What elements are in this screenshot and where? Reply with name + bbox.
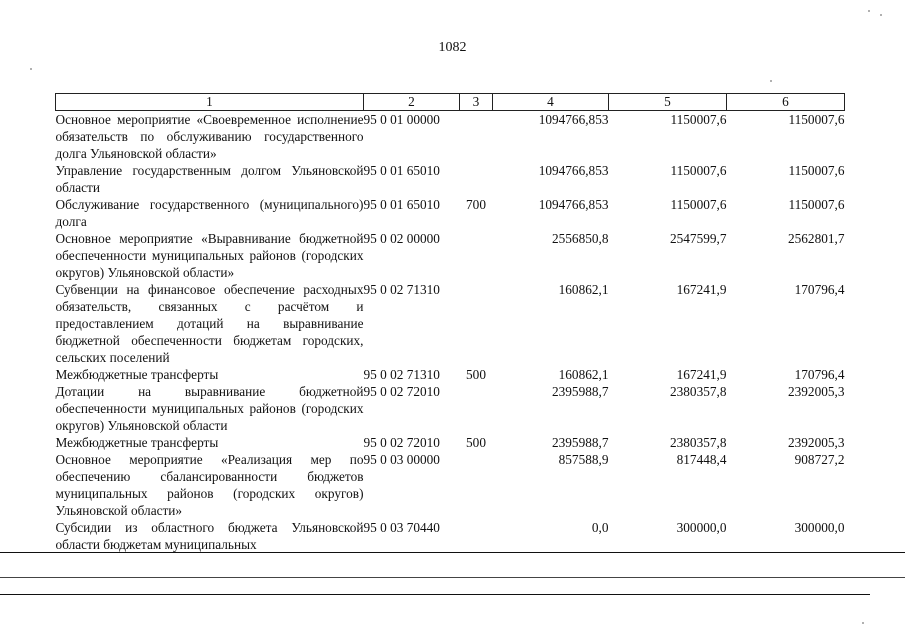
row-name: Межбюджетные трансферты — [55, 435, 219, 450]
row-value-2: 300000,0 — [676, 520, 727, 535]
scan-cut-line — [0, 594, 870, 595]
row-value-2: 2380357,8 — [669, 384, 727, 399]
row-name: Основное мероприятие «Своевременное исполнение обязательств по обслуживанию государственного долга Ульяновской области» — [55, 112, 364, 161]
row-value-3: 2562801,7 — [787, 231, 845, 246]
row-vr — [460, 383, 493, 434]
table-row — [56, 519, 845, 553]
budget-table — [55, 93, 845, 553]
row-vr — [460, 451, 493, 519]
scan-speck — [868, 10, 870, 12]
row-value-2: 817448,4 — [676, 452, 727, 467]
row-value-3: 170796,4 — [794, 367, 845, 382]
table-row — [56, 451, 845, 519]
row-vr — [460, 281, 493, 366]
row-value-1: 160862,1 — [558, 367, 609, 382]
table-body — [56, 111, 845, 554]
row-value-1: 857588,9 — [558, 452, 609, 467]
row-vr: 500 — [466, 367, 486, 382]
row-value-3: 1150007,6 — [788, 112, 845, 127]
row-vr: 700 — [466, 197, 486, 212]
row-value-2: 1150007,6 — [670, 112, 727, 127]
row-value-3: 1150007,6 — [788, 197, 845, 212]
row-value-2: 1150007,6 — [670, 163, 727, 178]
row-code: 95 0 02 00000 — [363, 231, 440, 246]
row-code: 95 0 03 00000 — [363, 452, 440, 467]
row-value-1: 2395988,7 — [551, 435, 609, 450]
row-vr — [460, 162, 493, 196]
row-vr — [460, 519, 493, 553]
row-value-2: 2547599,7 — [669, 231, 727, 246]
row-name: Управление государственным долгом Ульяновской области — [55, 163, 364, 195]
row-value-2: 167241,9 — [676, 282, 727, 297]
scan-speck — [770, 80, 772, 82]
scan-speck — [862, 622, 864, 624]
scan-speck — [30, 68, 32, 70]
row-value-3: 2392005,3 — [787, 384, 845, 399]
row-value-3: 300000,0 — [794, 520, 845, 535]
row-value-2: 167241,9 — [676, 367, 727, 382]
row-value-2: 2380357,8 — [669, 435, 727, 450]
row-code: 95 0 01 65010 — [363, 163, 440, 178]
row-value-1: 1094766,853 — [538, 197, 609, 212]
column-header-name: 1 — [56, 94, 364, 111]
row-value-3: 1150007,6 — [788, 163, 845, 178]
page-number: 1082 — [438, 40, 467, 55]
column-header-value-2: 5 — [609, 94, 727, 111]
row-name: Обслуживание государственного (муниципального) долга — [55, 197, 364, 229]
row-vr — [460, 111, 493, 163]
table-header — [56, 94, 845, 111]
row-value-1: 1094766,853 — [538, 112, 609, 127]
header-row — [56, 94, 845, 111]
table-row — [56, 366, 845, 383]
row-code: 95 0 02 72010 — [363, 384, 440, 399]
table-row — [56, 230, 845, 281]
column-header-value-1: 4 — [493, 94, 609, 111]
column-header-vr: 3 — [460, 94, 493, 111]
row-value-1: 0,0 — [591, 520, 609, 535]
row-value-1: 160862,1 — [558, 282, 609, 297]
row-value-1: 2395988,7 — [551, 384, 609, 399]
row-code: 95 0 02 72010 — [363, 435, 440, 450]
row-code: 95 0 01 65010 — [363, 197, 440, 212]
table-row — [56, 281, 845, 366]
column-header-code: 2 — [364, 94, 460, 111]
row-vr — [460, 230, 493, 281]
table-row — [56, 162, 845, 196]
row-value-1: 2556850,8 — [551, 231, 609, 246]
column-header-value-3: 6 — [727, 94, 845, 111]
row-code: 95 0 02 71310 — [363, 367, 440, 382]
row-code: 95 0 03 70440 — [363, 520, 440, 535]
table-row — [56, 196, 845, 230]
row-name: Межбюджетные трансферты — [55, 367, 219, 382]
row-value-1: 1094766,853 — [538, 163, 609, 178]
row-value-3: 908727,2 — [794, 452, 845, 467]
table-row — [56, 111, 845, 163]
row-name: Субсидии из областного бюджета Ульяновской области бюджетам муниципальных — [55, 520, 364, 552]
row-name: Основное мероприятие «Выравнивание бюджетной обеспеченности муниципальных районов (городских округов) Ульяновской области» — [55, 231, 364, 280]
table-row — [56, 434, 845, 451]
row-code: 95 0 02 71310 — [363, 282, 440, 297]
row-value-3: 2392005,3 — [787, 435, 845, 450]
row-code: 95 0 01 00000 — [363, 112, 440, 127]
row-name: Основное мероприятие «Реализация мер по обеспечению сбалансированности бюджетов муниципальных районов (городских округов) Ульяновской области» — [55, 452, 364, 518]
row-vr: 500 — [466, 435, 486, 450]
row-value-2: 1150007,6 — [670, 197, 727, 212]
scan-speck — [880, 14, 882, 16]
scan-cut-line — [0, 552, 905, 553]
row-value-3: 170796,4 — [794, 282, 845, 297]
scan-cut-line — [0, 577, 905, 578]
table-row — [56, 383, 845, 434]
row-name: Субвенции на финансовое обеспечение расходных обязательств, связанных с расчётом и предоставлением дотаций на выравнивание бюджетной обеспеченности бюджетам городских, сельских поселений — [55, 282, 364, 365]
row-name: Дотации на выравнивание бюджетной обеспеченности муниципальных районов (городских округов) Ульяновской области — [55, 384, 364, 433]
